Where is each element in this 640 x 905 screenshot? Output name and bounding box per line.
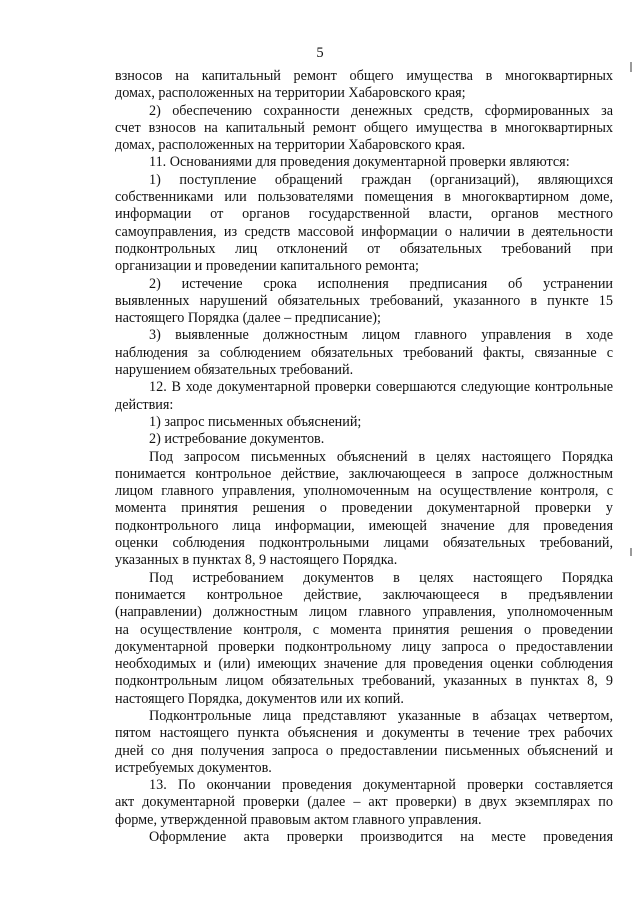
text-line: оценки соблюдения подконтрольными лицами обязательных требований,: [115, 535, 613, 552]
text-line: форме, утвержденной правовым актом главного управления.: [115, 811, 482, 828]
text-line: документарной проверки подконтрольному лицу запроса о предоставлении: [115, 638, 613, 655]
text-line: Оформление акта проверки производится на месте проведения: [149, 829, 613, 846]
text-line: акт документарной проверки (далее – акт проверки) в двух экземплярах по: [115, 794, 613, 811]
text-line: подконтрольного лица информации, имеющей значение для проведения: [115, 517, 613, 534]
text-line: 1) запрос письменных объяснений;: [149, 413, 362, 430]
text-line: дней со дня получения запроса о предоставлении письменных объяснений и: [115, 742, 613, 759]
text-line: пятом настоящего пункта объяснения и документы в течение трех рабочих: [115, 725, 613, 742]
text-line: наблюдения за соблюдением обязательных требований факты, связанные с: [115, 344, 613, 361]
scan-edge-mark: [630, 62, 632, 72]
text-line: 11. Основаниями для проведения документарной проверки являются:: [149, 154, 570, 171]
page-number: 5: [316, 45, 324, 61]
text-line: 2) истребование документов.: [149, 431, 325, 448]
text-line: необходимых и (или) имеющих значение для проведения оценки соблюдения: [115, 656, 613, 673]
text-line: (направлении) должностным лицом главного управления, уполномоченным: [115, 604, 613, 621]
text-line: взносов на капитальный ремонт общего имущества в многоквартирных: [115, 68, 613, 84]
text-line: настоящего Порядка, документов или их копий.: [115, 690, 404, 707]
text-line: 2) обеспечению сохранности денежных средств, сформированных за: [149, 102, 613, 119]
text-line: собственниками или пользователями помещения в многоквартирном доме,: [115, 189, 613, 206]
text-line: домах, расположенных на территории Хабаровского края;: [115, 85, 466, 102]
text-line: организации и проведении капитального ремонта;: [115, 258, 419, 275]
scan-edge-mark: [630, 548, 632, 556]
text-line: Подконтрольные лица представляют указанные в абзацах четвертом,: [149, 707, 613, 724]
text-line: понимается контрольное действие, заключающееся в предъявлении: [115, 586, 613, 603]
text-line: Под истребованием документов в целях настоящего Порядка: [149, 569, 613, 586]
document-body: [115, 68, 613, 846]
text-line: истребуемых документов.: [115, 759, 272, 776]
text-line: на осуществление контроля, с момента принятия решения о проведении: [115, 621, 613, 638]
text-line: понимается контрольное действие, заключающееся в запросе должностным: [115, 465, 613, 482]
text-line: счет взносов на капитальный ремонт общего имущества в многоквартирных: [115, 119, 613, 136]
text-line: 2) истечение срока исполнения предписания об устранении: [149, 275, 613, 292]
text-line: нарушением обязательных требований.: [115, 362, 354, 379]
text-line: лицом главного управления, уполномоченным на осуществление контроля, с: [115, 483, 613, 500]
text-line: информации от органов государственной власти, органов местного: [115, 206, 613, 223]
text-line: Под запросом письменных объяснений в целях настоящего Порядка: [149, 448, 613, 465]
text-line: 12. В ходе документарной проверки совершаются следующие контрольные: [149, 379, 613, 396]
text-line: действия:: [115, 396, 174, 413]
text-line: самоуправления, из средств массовой информации о наличии в деятельности: [115, 223, 613, 240]
text-line: настоящего Порядка (далее – предписание);: [115, 310, 381, 327]
text-line: 1) поступление обращений граждан (организаций), являющихся: [149, 171, 613, 188]
text-line: выявленных нарушений обязательных требований, указанного в пункте 15: [115, 292, 613, 309]
text-line: 3) выявленные должностным лицом главного управления в ходе: [149, 327, 613, 344]
text-line: момента принятия решения о проведении документарной проверки у: [115, 500, 613, 517]
text-line: 13. По окончании проведения документарной проверки составляется: [149, 777, 613, 794]
text-line: домах, расположенных на территории Хабаровского края.: [115, 137, 466, 154]
text-line: подконтрольных лиц отклонений от обязательных требований при: [115, 240, 613, 257]
text-line: подконтрольным лицом обязательных требований, указанных в пунктах 8, 9: [115, 673, 613, 690]
text-line: указанных в пунктах 8, 9 настоящего Порядка.: [115, 552, 398, 569]
